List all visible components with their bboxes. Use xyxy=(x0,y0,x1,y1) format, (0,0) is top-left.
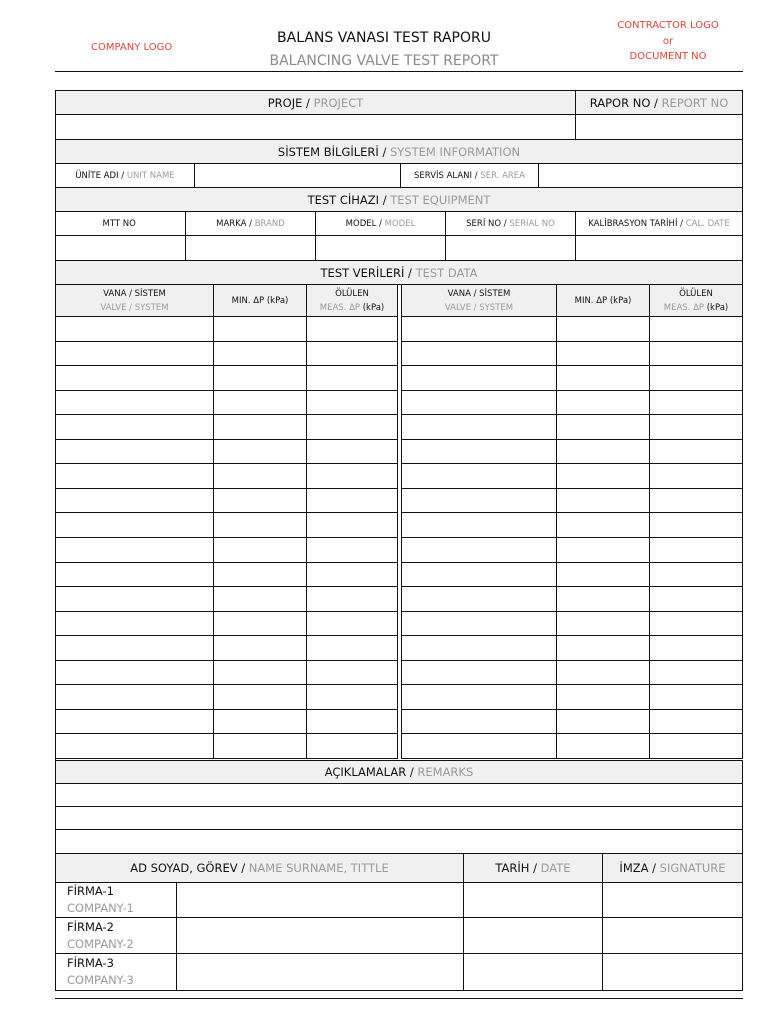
measured-dp-column-header xyxy=(307,285,398,317)
test-data-cell[interactable] xyxy=(55,538,214,563)
name-title-tr: AD SOYAD, GÖREV / xyxy=(130,861,246,875)
document-no-label: DOCUMENT NO xyxy=(629,51,707,62)
test-data-cell[interactable] xyxy=(55,661,214,685)
measured-unit: (kPa) xyxy=(706,302,729,313)
test-data-cell[interactable] xyxy=(401,464,557,489)
test-data-cell[interactable] xyxy=(214,513,307,538)
report-no-label-en: REPORT NO xyxy=(661,95,729,110)
test-data-cell[interactable] xyxy=(214,661,307,685)
test-data-cell[interactable] xyxy=(650,734,743,759)
remarks-line[interactable] xyxy=(55,807,743,830)
test-data-cell[interactable] xyxy=(214,587,307,612)
test-data-cell[interactable] xyxy=(650,587,743,612)
test-data-cell[interactable] xyxy=(401,440,557,464)
unit-name-field[interactable] xyxy=(195,164,401,188)
report-title-tr: BALANS VANASI TEST RAPORU xyxy=(277,30,491,46)
test-data-cell[interactable] xyxy=(214,538,307,563)
report-no-field[interactable] xyxy=(576,115,743,140)
test-data-cell[interactable] xyxy=(557,366,650,391)
service-area-en: SER. AREA xyxy=(480,170,525,181)
contractor-logo xyxy=(600,18,736,65)
service-area-tr: SERVİS ALANI / xyxy=(413,170,478,181)
test-data-cell[interactable] xyxy=(557,489,650,513)
test-data-cell[interactable] xyxy=(401,636,557,661)
test-data-cell[interactable] xyxy=(214,391,307,415)
test-data-cell[interactable] xyxy=(55,734,214,759)
signature-header xyxy=(603,854,743,883)
company-label-tr: FİRMA-1 xyxy=(67,884,114,898)
signature-field[interactable] xyxy=(603,883,743,918)
name-title-en: NAME SURNAME, TITTLE xyxy=(248,861,389,875)
equipment-column-label-tr: MARKA / xyxy=(216,218,253,229)
measured-label-tr: ÖLÜLEN xyxy=(679,288,713,299)
test-data-cell[interactable] xyxy=(557,513,650,538)
test-data-cell[interactable] xyxy=(307,489,398,513)
equipment-field[interactable] xyxy=(316,236,446,261)
equipment-column-label-en: SERIAL NO xyxy=(509,218,555,229)
test-data-cell[interactable] xyxy=(401,391,557,415)
test-equipment-header xyxy=(55,188,743,212)
company-logo: COMPANY LOGO xyxy=(91,42,173,53)
company-label xyxy=(55,918,177,954)
test-equipment-title-en: TEST EQUIPMENT xyxy=(390,192,491,207)
min-dp-label: MIN. ΔP (kPa) xyxy=(231,295,289,306)
test-data-cell[interactable] xyxy=(557,563,650,587)
name-title-field[interactable] xyxy=(177,883,464,918)
measured-label-en: MEAS. ΔP xyxy=(663,302,705,313)
test-data-cell[interactable] xyxy=(214,734,307,759)
report-title-en: BALANCING VALVE TEST REPORT xyxy=(269,53,499,69)
test-data-cell[interactable] xyxy=(55,464,214,489)
company-label-en: COMPANY-2 xyxy=(67,936,134,951)
test-data-cell[interactable] xyxy=(557,440,650,464)
test-data-cell[interactable] xyxy=(650,513,743,538)
test-data-cell[interactable] xyxy=(307,661,398,685)
test-data-cell[interactable] xyxy=(650,489,743,513)
service-area-label xyxy=(401,164,539,188)
test-data-cell[interactable] xyxy=(214,342,307,366)
test-data-cell[interactable] xyxy=(214,464,307,489)
equipment-column-label-en: BRAND xyxy=(254,218,285,229)
test-data-cell[interactable] xyxy=(307,563,398,587)
test-data-cell[interactable] xyxy=(557,685,650,710)
test-data-cell[interactable] xyxy=(557,734,650,759)
equipment-field[interactable] xyxy=(576,236,743,261)
date-field[interactable] xyxy=(464,918,603,954)
equipment-column-label-tr: MTT NO xyxy=(102,218,136,229)
test-data-cell[interactable] xyxy=(401,342,557,366)
valve-system-column-header xyxy=(401,285,557,317)
test-data-cell[interactable] xyxy=(557,538,650,563)
unit-name-tr: ÜNİTE ADI / xyxy=(75,170,125,181)
remarks-line[interactable] xyxy=(55,830,743,854)
system-info-title-tr: SİSTEM BİLGİLERİ / xyxy=(277,144,387,159)
date-tr: TARİH / xyxy=(495,861,537,875)
test-data-cell[interactable] xyxy=(650,661,743,685)
project-header xyxy=(55,90,576,115)
valve-system-label-tr: VANA / SİSTEM xyxy=(103,288,166,299)
test-data-cell[interactable] xyxy=(401,317,557,342)
header-divider xyxy=(55,71,743,72)
report-no-label-tr: RAPOR NO / xyxy=(589,95,658,110)
test-data-cell[interactable] xyxy=(214,415,307,440)
company-label-tr: FİRMA-3 xyxy=(67,956,114,970)
test-data-cell[interactable] xyxy=(55,513,214,538)
test-data-cell[interactable] xyxy=(55,366,214,391)
report-no-header xyxy=(576,90,743,115)
test-data-cell[interactable] xyxy=(557,661,650,685)
signature-en: SIGNATURE xyxy=(659,861,726,875)
test-data-cell[interactable] xyxy=(307,612,398,636)
company-label-en: COMPANY-3 xyxy=(67,973,134,987)
remarks-title-tr: AÇIKLAMALAR / xyxy=(324,765,414,779)
test-data-cell[interactable] xyxy=(307,342,398,366)
test-data-title-en: TEST DATA xyxy=(415,265,478,280)
test-data-cell[interactable] xyxy=(55,587,214,612)
test-data-cell[interactable] xyxy=(557,317,650,342)
test-data-cell[interactable] xyxy=(55,415,214,440)
test-data-cell[interactable] xyxy=(214,636,307,661)
test-data-cell[interactable] xyxy=(557,342,650,366)
test-data-cell[interactable] xyxy=(557,710,650,734)
test-data-cell[interactable] xyxy=(650,538,743,563)
test-data-cell[interactable] xyxy=(650,464,743,489)
company-label xyxy=(55,883,177,918)
remarks-line[interactable] xyxy=(55,784,743,807)
equipment-field[interactable] xyxy=(186,236,316,261)
test-data-cell[interactable] xyxy=(55,391,214,415)
measured-unit: (kPa) xyxy=(362,302,385,313)
test-data-cell[interactable] xyxy=(650,636,743,661)
test-data-cell[interactable] xyxy=(214,685,307,710)
equipment-field[interactable] xyxy=(55,236,186,261)
test-data-cell[interactable] xyxy=(55,342,214,366)
equipment-column-header xyxy=(576,212,743,236)
test-data-header xyxy=(55,261,743,285)
valve-system-label-en: VALVE / SYSTEM xyxy=(100,302,169,313)
test-data-cell[interactable] xyxy=(401,513,557,538)
equipment-field[interactable] xyxy=(446,236,576,261)
test-data-cell[interactable] xyxy=(401,661,557,685)
test-data-cell[interactable] xyxy=(55,489,214,513)
measured-dp-column-header xyxy=(650,285,743,317)
test-data-cell[interactable] xyxy=(307,317,398,342)
company-label-tr: FİRMA-2 xyxy=(67,919,114,934)
test-data-cell[interactable] xyxy=(401,415,557,440)
project-label-en: PROJECT xyxy=(313,95,364,110)
test-data-cell[interactable] xyxy=(650,366,743,391)
equipment-column-label-tr: MODEL / xyxy=(345,218,382,229)
test-data-cell[interactable] xyxy=(307,710,398,734)
test-data-cell[interactable] xyxy=(557,391,650,415)
date-en: DATE xyxy=(540,861,571,875)
test-data-cell[interactable] xyxy=(307,366,398,391)
test-data-cell[interactable] xyxy=(557,587,650,612)
name-title-header xyxy=(55,854,464,883)
company-label-en: COMPANY-1 xyxy=(67,901,134,915)
equipment-column-header xyxy=(55,212,186,236)
test-data-cell[interactable] xyxy=(650,391,743,415)
name-title-field[interactable] xyxy=(177,918,464,954)
test-data-cell[interactable] xyxy=(307,685,398,710)
test-data-cell[interactable] xyxy=(401,563,557,587)
signature-tr: İMZA / xyxy=(619,861,657,875)
unit-name-en: UNIT NAME xyxy=(126,170,175,181)
service-area-field[interactable] xyxy=(539,164,743,188)
test-data-cell[interactable] xyxy=(214,563,307,587)
date-field[interactable] xyxy=(464,883,603,918)
test-data-cell[interactable] xyxy=(307,587,398,612)
test-data-cell[interactable] xyxy=(557,612,650,636)
measured-label-en: MEAS. ΔP xyxy=(319,302,361,313)
test-data-cell[interactable] xyxy=(214,440,307,464)
company-label xyxy=(55,954,177,991)
name-title-field[interactable] xyxy=(177,954,464,991)
test-data-cell[interactable] xyxy=(650,440,743,464)
signature-field[interactable] xyxy=(603,918,743,954)
test-data-cell[interactable] xyxy=(55,440,214,464)
system-info-header xyxy=(55,140,743,164)
test-data-cell[interactable] xyxy=(401,366,557,391)
equipment-column-header xyxy=(316,212,446,236)
test-data-cell[interactable] xyxy=(55,317,214,342)
equipment-column-header xyxy=(186,212,316,236)
valve-system-label-en: VALVE / SYSTEM xyxy=(444,302,514,313)
test-data-cell[interactable] xyxy=(650,710,743,734)
signature-field[interactable] xyxy=(603,954,743,991)
remarks-title-en: REMARKS xyxy=(417,765,474,779)
contractor-logo-label: CONTRACTOR LOGO xyxy=(617,20,719,31)
test-data-cell[interactable] xyxy=(214,317,307,342)
valve-system-column-header xyxy=(55,285,214,317)
equipment-column-header xyxy=(446,212,576,236)
measured-label-tr: ÖLÜLEN xyxy=(335,288,369,299)
valve-system-label-tr: VANA / SİSTEM xyxy=(447,288,511,299)
test-data-cell[interactable] xyxy=(214,612,307,636)
equipment-column-label-en: CAL. DATE xyxy=(685,218,730,229)
test-data-cell[interactable] xyxy=(55,636,214,661)
equipment-column-label-tr: SERİ NO / xyxy=(466,218,507,229)
date-header xyxy=(464,854,603,883)
test-data-cell[interactable] xyxy=(650,342,743,366)
min-dp-label: MIN. ΔP (kPa) xyxy=(574,295,632,306)
test-data-cell[interactable] xyxy=(401,710,557,734)
test-data-cell[interactable] xyxy=(307,391,398,415)
equipment-column-label-en: MODEL xyxy=(384,218,416,229)
test-data-cell[interactable] xyxy=(307,513,398,538)
min-dp-column-header xyxy=(214,285,307,317)
test-data-cell[interactable] xyxy=(650,563,743,587)
unit-name-label xyxy=(55,164,195,188)
test-data-cell[interactable] xyxy=(401,734,557,759)
equipment-column-label-tr: KALİBRASYON TARİHİ / xyxy=(588,218,684,229)
project-label-tr: PROJE / xyxy=(267,95,310,110)
test-data-cell[interactable] xyxy=(307,636,398,661)
test-data-cell[interactable] xyxy=(214,366,307,391)
project-field[interactable] xyxy=(55,115,576,140)
test-data-cell[interactable] xyxy=(557,415,650,440)
test-data-cell[interactable] xyxy=(650,685,743,710)
test-data-cell[interactable] xyxy=(401,538,557,563)
test-data-cell[interactable] xyxy=(401,612,557,636)
min-dp-column-header xyxy=(557,285,650,317)
test-data-cell[interactable] xyxy=(307,415,398,440)
test-data-cell[interactable] xyxy=(401,489,557,513)
footer-divider xyxy=(55,998,743,999)
test-data-cell[interactable] xyxy=(55,563,214,587)
test-data-cell[interactable] xyxy=(55,710,214,734)
remarks-header xyxy=(55,760,743,784)
test-data-title-tr: TEST VERİLERİ / xyxy=(320,265,412,280)
test-data-cell[interactable] xyxy=(307,734,398,759)
test-data-cell[interactable] xyxy=(650,415,743,440)
contractor-or: or xyxy=(662,35,674,47)
test-data-cell[interactable] xyxy=(55,685,214,710)
test-data-cell[interactable] xyxy=(307,440,398,464)
system-info-title-en: SYSTEM INFORMATION xyxy=(389,144,521,159)
date-field[interactable] xyxy=(464,954,603,991)
test-data-cell[interactable] xyxy=(307,538,398,563)
test-data-cell[interactable] xyxy=(650,612,743,636)
test-data-cell[interactable] xyxy=(307,464,398,489)
test-data-cell[interactable] xyxy=(401,587,557,612)
test-data-cell[interactable] xyxy=(214,489,307,513)
test-data-cell[interactable] xyxy=(401,685,557,710)
test-equipment-title-tr: TEST CİHAZI / xyxy=(307,192,387,207)
test-data-cell[interactable] xyxy=(214,710,307,734)
test-data-cell[interactable] xyxy=(557,464,650,489)
test-data-cell[interactable] xyxy=(650,317,743,342)
test-data-cell[interactable] xyxy=(55,612,214,636)
test-data-cell[interactable] xyxy=(557,636,650,661)
